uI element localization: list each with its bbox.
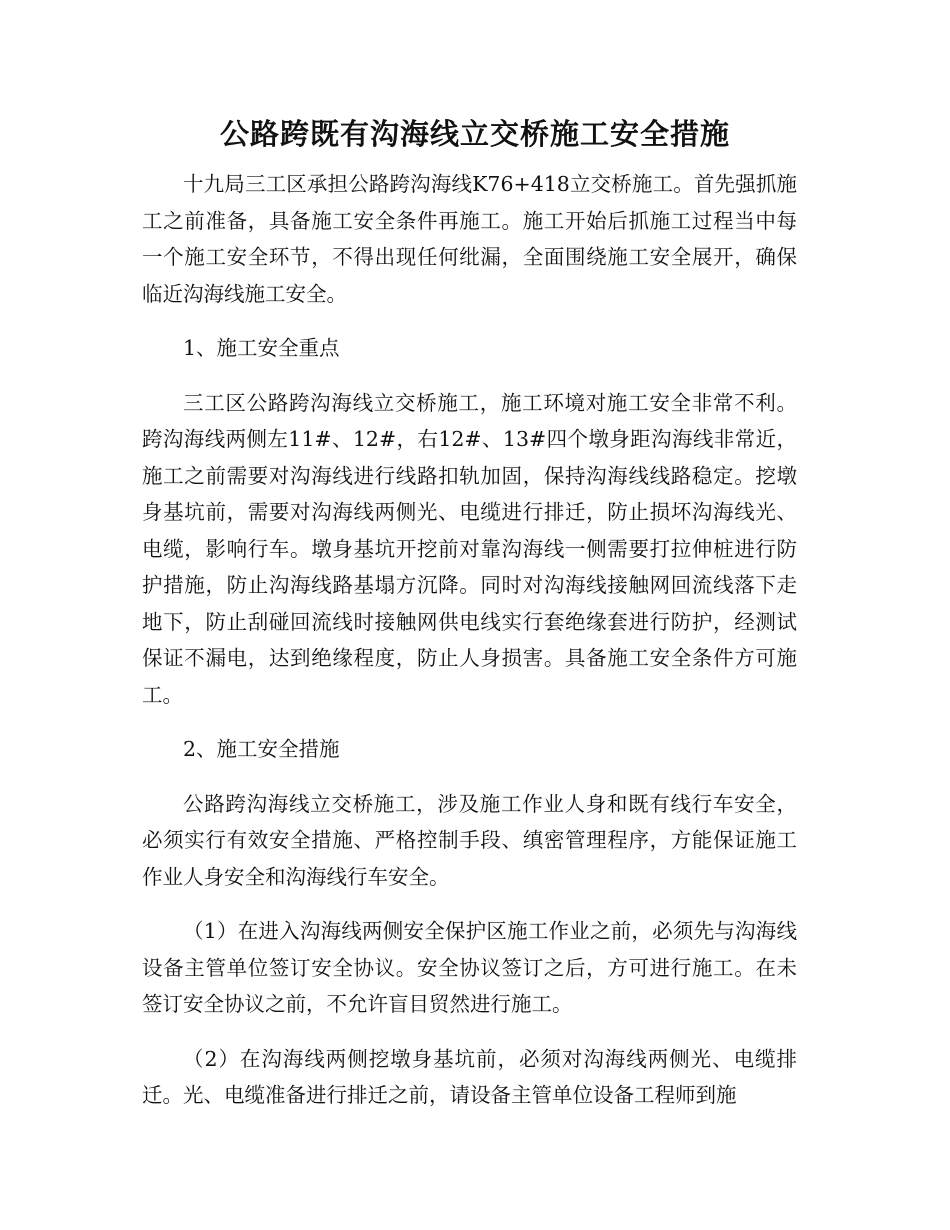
measure-item-2: （2）在沟海线两侧挖墩身基坑前，必须对沟海线两侧光、电缆排迁。光、电缆准备进行排迁之前，请设备主管单位设备工程师到施 bbox=[142, 1046, 797, 1107]
intro-paragraph: 十九局三工区承担公路跨沟海线K76+418立交桥施工。首先强抓施工之前准备，具备施工安全条件再施工。施工开始后抓施工过程当中每一个施工安全环节，不得出现任何纰漏，全面围绕施工安全展开，确保临近沟海线施工安全。 bbox=[142, 172, 797, 306]
section-heading-safety-focus: 1、施工安全重点 bbox=[183, 336, 340, 360]
measure-item-1: （1）在进入沟海线两侧安全保护区施工作业之前，必须先与沟海线设备主管单位签订安全协议。安全协议签订之后，方可进行施工。在未签订安全协议之前，不允许盲目贸然进行施工。 bbox=[142, 919, 797, 1016]
safety-measures-paragraph: 公路跨沟海线立交桥施工，涉及施工作业人身和既有线行车安全，必须实行有效安全措施、严格控制手段、缜密管理程序，方能保证施工作业人身安全和沟海线行车安全。 bbox=[142, 791, 797, 889]
section-heading-safety-measures: 2、施工安全措施 bbox=[183, 737, 340, 761]
safety-focus-paragraph: 三工区公路跨沟海线立交桥施工，施工环境对施工安全非常不利。跨沟海线两侧左11#、12#，右12#、13#四个墩身距沟海线非常近，施工之前需要对沟海线进行线路扣轨加固，保持沟海线线路稳定。挖墩身基坑前，需要对沟海线两侧光、电缆进行排迁，防止损坏沟海线光、电缆，影响行车。墩身基坑开挖前对靠沟海线一侧需要打拉伸桩进行防护措施，防止沟海线路基塌方沉降。同时对沟海线接触网回流线落下走地下，防止刮碰回流线时接触网供电线实行套绝缘套进行防护，经测试保证不漏电，达到绝缘程度，防止人身损害。具备施工安全条件方可施工。 bbox=[142, 390, 797, 707]
document-body bbox=[142, 166, 797, 1114]
document-title: 公路跨既有沟海线立交桥施工安全措施 bbox=[219, 117, 730, 151]
